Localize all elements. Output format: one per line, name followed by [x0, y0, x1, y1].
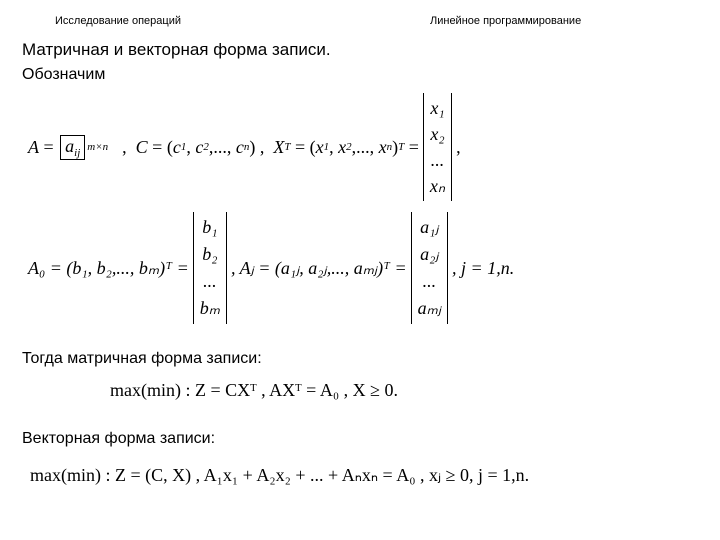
aj-definition: , Aⱼ = (a₁ⱼ, a₂ⱼ,..., aₘⱼ)ᵀ =	[230, 257, 407, 278]
formula-definitions-line2	[28, 208, 514, 328]
vector-form-label: Векторная форма записи:	[22, 430, 216, 447]
b-col-item: bₘ	[199, 298, 220, 319]
matrix-form-label: Тогда матричная форма записи:	[22, 350, 262, 367]
vector-form-formula: max(min) : Z = (C, X) , A₁x₁ + A₂x₂ + ... + Aₙxₙ = A₀ , xⱼ ≥ 0, j = 1,n.	[30, 465, 530, 485]
header-left-text: Исследование операций	[55, 15, 181, 27]
x-col-item: ...	[430, 149, 445, 170]
a-col-item: a₁ⱼ	[420, 217, 439, 238]
matrix-a-bracket: $a_{ij}$	[60, 135, 85, 160]
b-col-item: b₂	[202, 244, 218, 265]
slide-title: Матричная и векторная форма записи.	[22, 40, 331, 59]
formula-definitions-line1: A = $a_{ij}$ m×n , C = ( c 1 , c 2 ,..., c n ) , X T = ( x 1 , x 2 ,..., x n ) T = x₁ x₂ ... xₙ ,	[28, 92, 461, 202]
denote-label: Обозначим	[22, 66, 106, 83]
header-right-text: Линейное программирование	[430, 15, 582, 27]
a-col-item: a₂ⱼ	[420, 244, 439, 265]
b-col-item: b₁	[202, 217, 218, 238]
a-column-vector	[411, 212, 448, 324]
a-col-item: ...	[422, 271, 437, 292]
b-col-item: ...	[203, 271, 217, 292]
a0-definition: A₀ = (b₁, b₂,..., bₘ)ᵀ =	[28, 257, 189, 278]
x-column-vector	[423, 93, 452, 201]
a-col-item: aₘⱼ	[417, 298, 442, 319]
x-col-item: xₙ	[429, 175, 446, 196]
x-col-item: x₁	[430, 97, 445, 118]
matrix-form-formula: max(min) : Z = CXᵀ , AXᵀ = A₀ , X ≥ 0.	[110, 380, 398, 400]
j-range: , j = 1,n.	[452, 257, 515, 278]
b-column-vector	[193, 212, 227, 324]
x-col-item: x₂	[430, 123, 445, 144]
